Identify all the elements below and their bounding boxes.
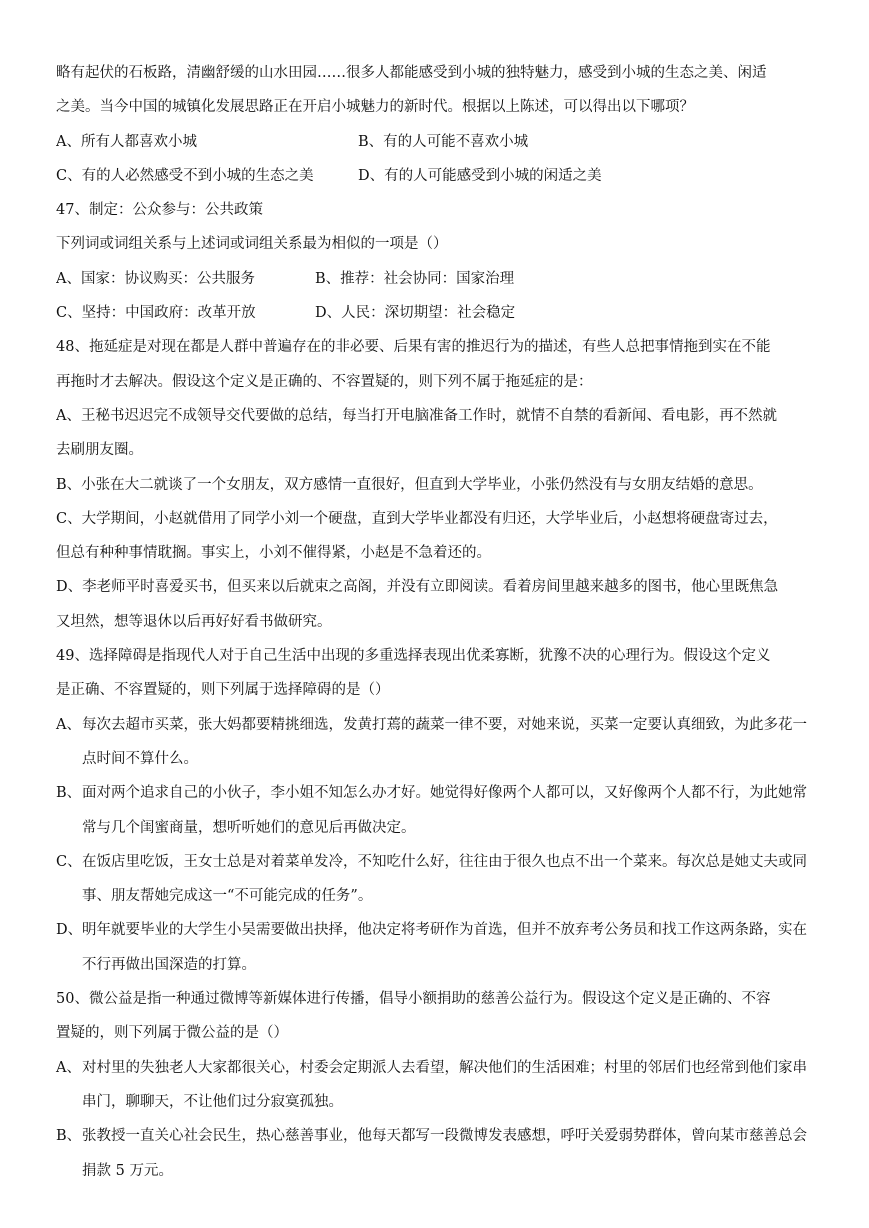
option-label: D、	[56, 922, 83, 939]
intro-line: 略有起伏的石板路，清幽舒缓的山水田园……很多人都能感受到小城的独特魅力，感受到小城的生态之美、闲适	[56, 65, 767, 81]
q48-stem: 48、拖延症是对现在都是人群中普遍存在的非必要、后果有害的推迟行为的描述，有些人总把事情拖到实在不能	[56, 339, 771, 356]
q47-options-row-1	[56, 262, 813, 296]
q49-stem: 49、选择障碍是指现代人对于自己生活中出现的多重选择表现出优柔寡断，犹豫不决的心理行为。假设这个定义	[56, 648, 771, 665]
q49-option-c	[56, 845, 813, 914]
q48-option-a: A、王秘书迟迟完不成领导交代要做的总结，每当打开电脑准备工作时，就情不自禁的看新闻、看电影，再不然就	[56, 407, 777, 424]
q48-option-b: B、小张在大二就谈了一个女朋友，双方感情一直很好，但直到大学毕业，小张仍然没有与女朋友结婚的意思。	[56, 476, 763, 493]
q47-option-c: C、坚持：中国政府：改革开放	[56, 305, 256, 322]
q48-option-a-cont: 去刷朋友圈。	[56, 442, 143, 459]
q47-option-b: B、推荐：社会协同：国家治理	[315, 270, 515, 287]
q50-option-b	[56, 1119, 813, 1188]
q48-option-c-cont: 但总有种种事情耽搁。事实上，小刘不催得紧，小赵是不急着还的。	[56, 545, 491, 562]
q48-option-d: D、李老师平时喜爱买书，但买来以后就束之高阁，并没有立即阅读。看着房间里越来越多的图书，他心里既焦急	[56, 579, 779, 596]
q48-option-c: C、大学期间，小赵就借用了同学小刘一个硬盘，直到大学毕业都没有归还，大学毕业后，小赵想将硬盘寄过去，	[56, 510, 778, 527]
q50-option-a	[56, 1051, 813, 1120]
q49-option-d	[56, 913, 813, 982]
option-text: 明年就要毕业的大学生小吴需要做出抉择，他决定将考研作为首选，但并不放弃考公务员和找工作这两条路，实在不行再做出国深造的打算。	[82, 922, 807, 973]
option-label: C、	[56, 853, 82, 870]
q49-option-a	[56, 708, 813, 777]
q50-stem: 置疑的，则下列属于微公益的是（）	[56, 1025, 288, 1042]
option-label: B、	[56, 1128, 82, 1145]
q48-stem: 再拖时才去解决。假设这个定义是正确的、不容置疑的，则下列不属于拖延症的是：	[56, 373, 593, 390]
option-text: 在饭店里吃饭，王女士总是对着菜单发冷，不知吃什么好，往往由于很久也点不出一个菜来。每次总是她丈夫或同事、朋友帮她完成这一“不可能完成的任务”。	[82, 853, 807, 905]
q49-stem: 是正确、不容置疑的，则下列属于选择障碍的是（）	[56, 682, 390, 699]
option-text: 面对两个追求自己的小伙子，李小姐不知怎么办才好。她觉得好像两个人都可以，又好像两个人都不行，为此她常常与几个闺蜜商量，想听听她们的意见后再做决定。	[82, 785, 807, 836]
q47-option-d: D、人民：深切期望：社会稳定	[315, 305, 516, 322]
q46-option-c: C、有的人必然感受不到小城的生态之美	[56, 167, 314, 184]
option-text: 张教授一直关心社会民生，热心慈善事业，他每天都写一段微博发表感想，呼吁关爱弱势群体，曾向某市慈善总会捐款 5 万元。	[82, 1128, 807, 1179]
q47-options-row-2	[56, 296, 813, 330]
q46-option-b: B、有的人可能不喜欢小城	[358, 133, 529, 150]
option-label: A、	[56, 1059, 81, 1076]
q48-option-d-cont: 又坦然，想等退休以后再好好看书做研究。	[56, 613, 332, 630]
option-label: B、	[56, 785, 82, 802]
q49-option-b	[56, 776, 813, 845]
q47-option-a: A、国家：协议购买：公共服务	[56, 270, 255, 287]
q47-prompt: 下列词或词组关系与上述词或词组关系最为相似的一项是（）	[56, 236, 448, 253]
q46-options-row-1	[56, 125, 813, 159]
intro-line: 之美。当今中国的城镇化发展思路正在开启小城魅力的新时代。根据以上陈述，可以得出以下哪项？	[56, 99, 694, 116]
q46-options-row-2	[56, 159, 813, 193]
option-label: A、	[56, 716, 81, 733]
q50-stem: 50、微公益是指一种通过微博等新媒体进行传播，倡导小额捐助的慈善公益行为。假设这个定义是正确的、不容	[56, 991, 771, 1008]
q46-option-a: A、所有人都喜欢小城	[56, 133, 197, 150]
option-text: 对村里的失独老人大家都很关心，村委会定期派人去看望，解决他们的生活困难；村里的邻居们也经常到他们家串串门，聊聊天，不让他们过分寂寞孤独。	[82, 1059, 807, 1110]
q47-title: 47、制定：公众参与：公共政策	[56, 202, 263, 219]
q46-option-d: D、有的人可能感受到小城的闲适之美	[358, 167, 602, 184]
option-text: 每次去超市买菜，张大妈都要精挑细选，发黄打蔫的蔬菜一律不要，对她来说，买菜一定要认真细致，为此多花一点时间不算什么。	[82, 716, 807, 767]
